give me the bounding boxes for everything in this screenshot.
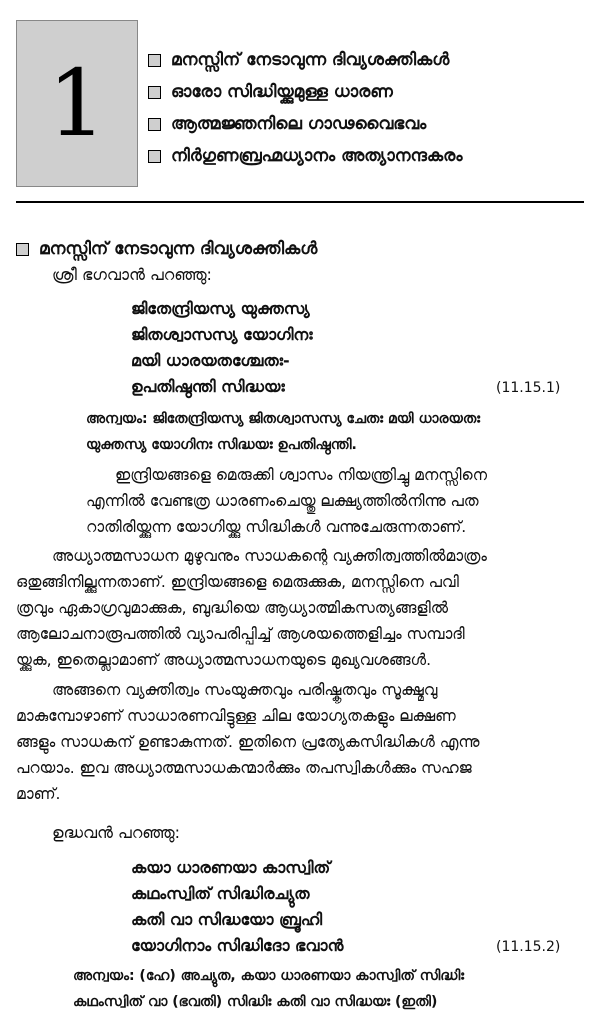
paragraph-line: ത്രവും ഏകാഗ്രവുമാക്കുക, ബുദ്ധിയെ ആധ്യാത്മികസത്യങ്ങളിൽ [16,599,449,617]
anvaya-line: യുക്തസ്യ യോഗിനഃ സിദ്ധയഃ ഉപതിഷ്ഠന്തി. [86,437,357,453]
verse-line: ഉപതിഷ്ഠന്തി സിദ്ധയഃ [131,377,285,396]
contents-item [148,76,462,108]
verse-reference: (11.15.1) [496,380,561,396]
paragraph-line: മാണ്. [16,785,61,803]
anvaya-line: അന്വയം: ജിതേന്ദ്രിയസ്യ ജിതശ്വാസസ്യ ചേതഃ മയി ധാരയതഃ [86,411,481,427]
contents-item-text: നിർഗുണബ്രഹ്മധ്യാനം അത്യാനന്ദകരം [171,146,463,166]
chapter-contents-list [148,44,462,172]
contents-item-text: ഓരോ സിദ്ധിയ്ക്കുമുള്ള ധാരണ [171,82,393,102]
speaker-line: ഉദ്ധവൻ പറഞ്ഞു: [52,823,181,842]
verse-line: കയാ ധാരണയാ കാസ്വിത് [131,858,331,877]
section-title: മനസ്സിന് നേടാവുന്ന ദിവ്യശക്തികൾ [39,239,318,259]
meaning-line: ഇന്ദ്രിയങ്ങളെ മെരുക്കി ശ്വാസം നിയന്ത്രിച്ചു മനസ്സിനെ [115,466,487,484]
verse-reference: (11.15.2) [496,939,561,955]
paragraph-line: അങ്ങനെ വ്യക്തിത്വം സംയുക്തവും പരിഷ്കൃതവും സൂക്ഷ്മവു [52,681,438,699]
contents-item-text: മനസ്സിന് നേടാവുന്ന ദിവ്യശക്തികൾ [171,50,450,70]
chapter-number: 1 [47,49,107,157]
square-bullet-icon [148,54,161,67]
square-bullet-icon [16,243,29,256]
chapter-number-box [16,20,138,187]
anvaya-line: അന്വയം: (ഹേ) അച്യുത, കയാ ധാരണയാ കാസ്വിത് സിദ്ധിഃ [73,968,465,984]
section-heading [16,239,317,259]
verse-line: കതി വാ സിദ്ധയോ ബ്രൂഹി [131,910,323,929]
verse-line: യോഗിനാം സിദ്ധിദോ ഭവാൻ [131,936,344,955]
contents-item-text: ആത്മജ്ഞനിലെ ഗാഢവൈഭവം [171,114,427,134]
verse-line: മയി ധാരയതശ്ചേതഃ- [131,351,290,370]
square-bullet-icon [148,118,161,131]
paragraph-line: യ്ക്കുക, ഇതെല്ലാമാണ് അധ്യാത്മസാധനയുടെ മുഖ്യവശങ്ങൾ. [16,651,432,669]
paragraph-line: ഒതുങ്ങിനില്ക്കുന്നതാണ്. ഇന്ദ്രിയങ്ങളെ മെരുക്കുക, മനസ്സിനെ പവി [16,573,459,591]
verse-line: ജിതേന്ദ്രിയസ്യ യുക്തസ്യ [131,299,310,318]
paragraph-line: അധ്യാത്മസാധന മുഴുവനും സാധകന്റെ വ്യക്തിത്വത്തിൽമാത്രം [52,547,487,565]
speaker-line: ശ്രീ ഭഗവാൻ പറഞ്ഞു: [52,265,212,284]
paragraph-line: മാകുമ്പോഴാണ് സാധാരണവിട്ടുള്ള ചില യോഗ്യതകളും ലക്ഷണ [16,707,456,725]
contents-item [148,108,462,140]
paragraph-line: ആലോചനാരൂപത്തിൽ വ്യാപരിപ്പിച്ച് ആശയത്തെളിച്ചം സമ്പാദി [16,625,465,643]
verse-line: കഥംസ്വിത് സിദ്ധിരച്യുത [131,884,310,903]
square-bullet-icon [148,150,161,163]
header-divider [16,201,584,203]
paragraph-line: പറയാം. ഇവ അധ്യാത്മസാധകന്മാർക്കും തപസ്വികൾക്കും സഹജ [16,759,472,777]
contents-item [148,140,462,172]
anvaya-line: കഥംസ്വിത് വാ (ഭവതി) സിദ്ധിഃ കതി വാ സിദ്ധയഃ (ഇതി) [73,994,438,1010]
verse-line: ജിതശ്വാസസ്യ യോഗിനഃ [131,325,313,344]
contents-item [148,44,462,76]
paragraph-line: ങ്ങളും സാധകന് ഉണ്ടാകുന്നത്. ഇതിനെ പ്രത്യേകസിദ്ധികൾ എന്നു [16,733,480,751]
meaning-line: എന്നിൽ വേണ്ടത്ര ധാരണംചെയ്തു ലക്ഷ്യത്തിൽനിന്നു പത [86,492,479,510]
square-bullet-icon [148,86,161,99]
meaning-line: റാതിരിയ്ക്കുന്ന യോഗിയ്ക്കു സിദ്ധികൾ വന്നുചേരുന്നതാണ്. [86,518,467,536]
